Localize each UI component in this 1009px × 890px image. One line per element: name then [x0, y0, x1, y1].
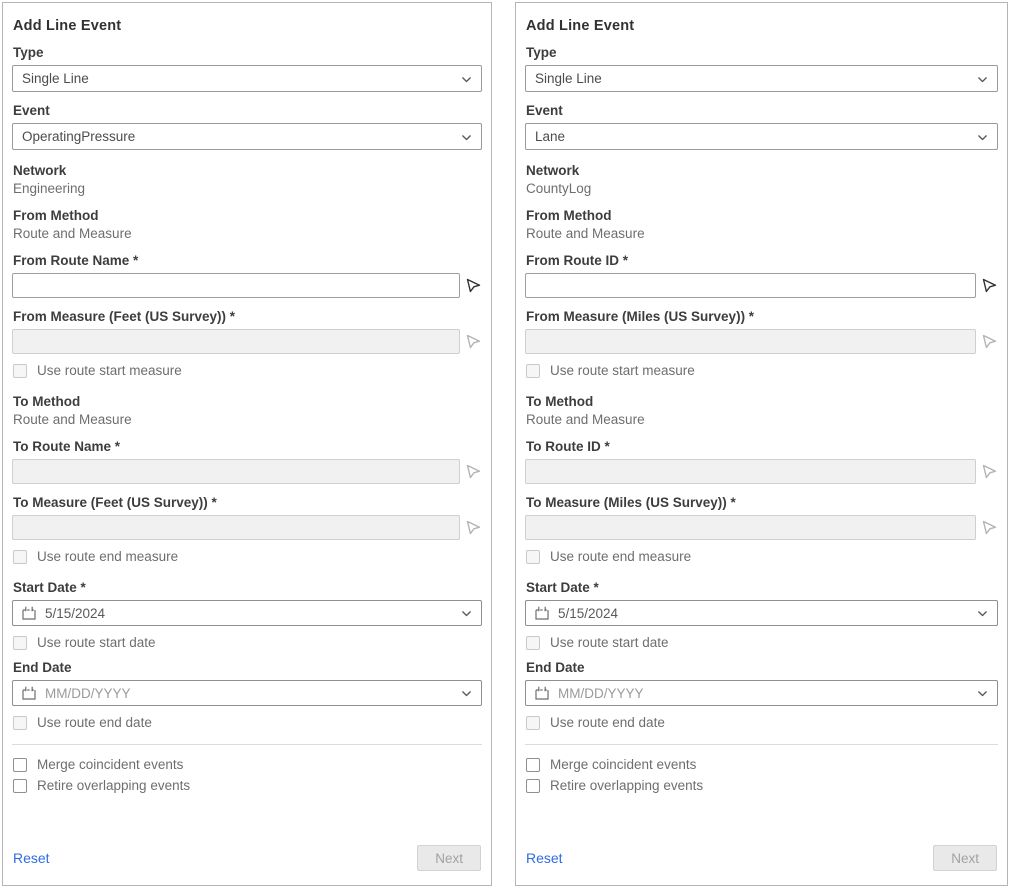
from-route-input[interactable]	[12, 273, 460, 298]
calendar-icon	[21, 685, 37, 701]
chevron-down-icon	[976, 131, 989, 144]
checkbox-box	[526, 550, 540, 564]
checkbox-label: Use route start date	[550, 635, 669, 650]
network-label: Network	[526, 163, 580, 178]
event-select-value: OperatingPressure	[22, 129, 136, 144]
to-route-row	[12, 459, 482, 484]
map-pointer-icon	[465, 463, 482, 480]
map-pointer-icon	[981, 333, 998, 350]
from-method-value: Route and Measure	[526, 226, 645, 241]
chevron-down-icon	[460, 73, 473, 86]
network-value: CountyLog	[526, 181, 592, 196]
panel-footer	[12, 845, 482, 871]
retire-overlapping-checkbox[interactable]	[13, 778, 482, 794]
from-method-value: Route and Measure	[13, 226, 132, 241]
checkbox-label: Use route end date	[37, 715, 152, 730]
checkbox-label: Use route end date	[550, 715, 665, 730]
start-date-label: Start Date *	[526, 580, 599, 595]
from-method-label: From Method	[13, 208, 99, 223]
event-label: Event	[13, 103, 50, 118]
end-date-label: End Date	[526, 660, 585, 675]
to-route-label: To Route ID *	[526, 439, 610, 454]
to-measure-row	[12, 515, 482, 540]
use-route-end-measure-checkbox	[526, 549, 998, 565]
add-line-event-panel-left	[2, 2, 492, 886]
from-route-row	[525, 273, 998, 298]
merge-coincident-checkbox[interactable]	[526, 757, 998, 773]
checkbox-box[interactable]	[526, 758, 540, 772]
type-label: Type	[13, 45, 44, 60]
start-date-value: 5/15/2024	[558, 605, 619, 621]
panel-footer	[525, 845, 998, 871]
calendar-icon	[534, 685, 550, 701]
chevron-down-icon	[976, 687, 989, 700]
page-title: Add Line Event	[13, 18, 122, 34]
checkbox-box	[13, 550, 27, 564]
to-route-input	[12, 459, 460, 484]
start-date-picker[interactable]	[12, 600, 482, 626]
to-route-label: To Route Name *	[13, 439, 121, 454]
checkbox-box	[13, 364, 27, 378]
type-select[interactable]	[525, 65, 998, 92]
use-route-end-date-checkbox	[13, 715, 482, 731]
event-select[interactable]	[525, 123, 998, 150]
to-route-row	[525, 459, 998, 484]
from-route-label: From Route Name *	[13, 253, 139, 268]
map-pointer-icon	[465, 333, 482, 350]
from-method-label: From Method	[526, 208, 612, 223]
to-measure-row	[525, 515, 998, 540]
end-date-picker[interactable]	[525, 680, 998, 706]
event-select-value: Lane	[535, 129, 566, 144]
start-date-value: 5/15/2024	[45, 605, 106, 621]
to-route-input	[525, 459, 976, 484]
add-line-event-panel-right	[515, 2, 1008, 886]
from-route-label: From Route ID *	[526, 253, 629, 268]
from-route-row	[12, 273, 482, 298]
checkbox-label: Use route start measure	[550, 363, 695, 378]
start-date-picker[interactable]	[525, 600, 998, 626]
to-method-value: Route and Measure	[526, 412, 645, 427]
divider	[525, 744, 998, 745]
checkbox-label: Use route end measure	[37, 549, 179, 564]
to-measure-input	[12, 515, 460, 540]
type-select-value: Single Line	[22, 71, 89, 86]
checkbox-label: Merge coincident events	[37, 757, 184, 772]
use-route-end-measure-checkbox	[13, 549, 482, 565]
calendar-icon	[21, 605, 37, 621]
from-measure-input	[525, 329, 976, 354]
event-label: Event	[526, 103, 563, 118]
checkbox-box[interactable]	[526, 779, 540, 793]
end-date-label: End Date	[13, 660, 72, 675]
to-method-label: To Method	[526, 394, 594, 409]
chevron-down-icon	[976, 607, 989, 620]
map-pointer-icon	[981, 519, 998, 536]
checkbox-label: Use route start measure	[37, 363, 182, 378]
to-measure-label: To Measure (Feet (US Survey)) *	[13, 495, 217, 510]
checkbox-label: Merge coincident events	[550, 757, 697, 772]
divider	[12, 744, 482, 745]
end-date-placeholder: MM/DD/YYYY	[45, 685, 131, 701]
map-pointer-icon[interactable]	[465, 277, 482, 294]
to-method-value: Route and Measure	[13, 412, 132, 427]
retire-overlapping-checkbox[interactable]	[526, 778, 998, 794]
checkbox-label: Use route start date	[37, 635, 156, 650]
use-route-end-date-checkbox	[526, 715, 998, 731]
network-label: Network	[13, 163, 67, 178]
checkbox-box	[13, 636, 27, 650]
start-date-label: Start Date *	[13, 580, 86, 595]
type-select[interactable]	[12, 65, 482, 92]
from-measure-row	[525, 329, 998, 354]
page-title: Add Line Event	[526, 18, 635, 34]
use-route-start-measure-checkbox	[526, 363, 998, 379]
checkbox-box	[13, 716, 27, 730]
from-route-input[interactable]	[525, 273, 976, 298]
checkbox-label: Retire overlapping events	[550, 778, 704, 793]
reset-button[interactable]: Reset	[13, 850, 50, 866]
map-pointer-icon	[981, 463, 998, 480]
calendar-icon	[534, 605, 550, 621]
end-date-placeholder: MM/DD/YYYY	[558, 685, 644, 701]
from-measure-label: From Measure (Miles (US Survey)) *	[526, 309, 755, 324]
from-measure-input	[12, 329, 460, 354]
checkbox-box	[526, 636, 540, 650]
to-measure-label: To Measure (Miles (US Survey)) *	[526, 495, 736, 510]
use-route-start-date-checkbox	[526, 635, 998, 651]
type-select-value: Single Line	[535, 71, 602, 86]
checkbox-label: Use route end measure	[550, 549, 692, 564]
next-button[interactable]: Next	[933, 845, 997, 871]
to-method-label: To Method	[13, 394, 81, 409]
checkbox-box	[526, 364, 540, 378]
checkbox-box[interactable]	[13, 758, 27, 772]
chevron-down-icon	[460, 607, 473, 620]
from-measure-row	[12, 329, 482, 354]
use-route-start-measure-checkbox	[13, 363, 482, 379]
to-measure-input	[525, 515, 976, 540]
chevron-down-icon	[976, 73, 989, 86]
chevron-down-icon	[460, 687, 473, 700]
checkbox-box[interactable]	[13, 779, 27, 793]
chevron-down-icon	[460, 131, 473, 144]
checkbox-label: Retire overlapping events	[37, 778, 191, 793]
merge-coincident-checkbox[interactable]	[13, 757, 482, 773]
checkbox-box	[526, 716, 540, 730]
map-pointer-icon[interactable]	[981, 277, 998, 294]
type-label: Type	[526, 45, 557, 60]
from-measure-label: From Measure (Feet (US Survey)) *	[13, 309, 236, 324]
end-date-picker[interactable]	[12, 680, 482, 706]
next-button[interactable]: Next	[417, 845, 481, 871]
map-pointer-icon	[465, 519, 482, 536]
network-value: Engineering	[13, 181, 86, 196]
reset-button[interactable]: Reset	[526, 850, 563, 866]
use-route-start-date-checkbox	[13, 635, 482, 651]
event-select[interactable]	[12, 123, 482, 150]
